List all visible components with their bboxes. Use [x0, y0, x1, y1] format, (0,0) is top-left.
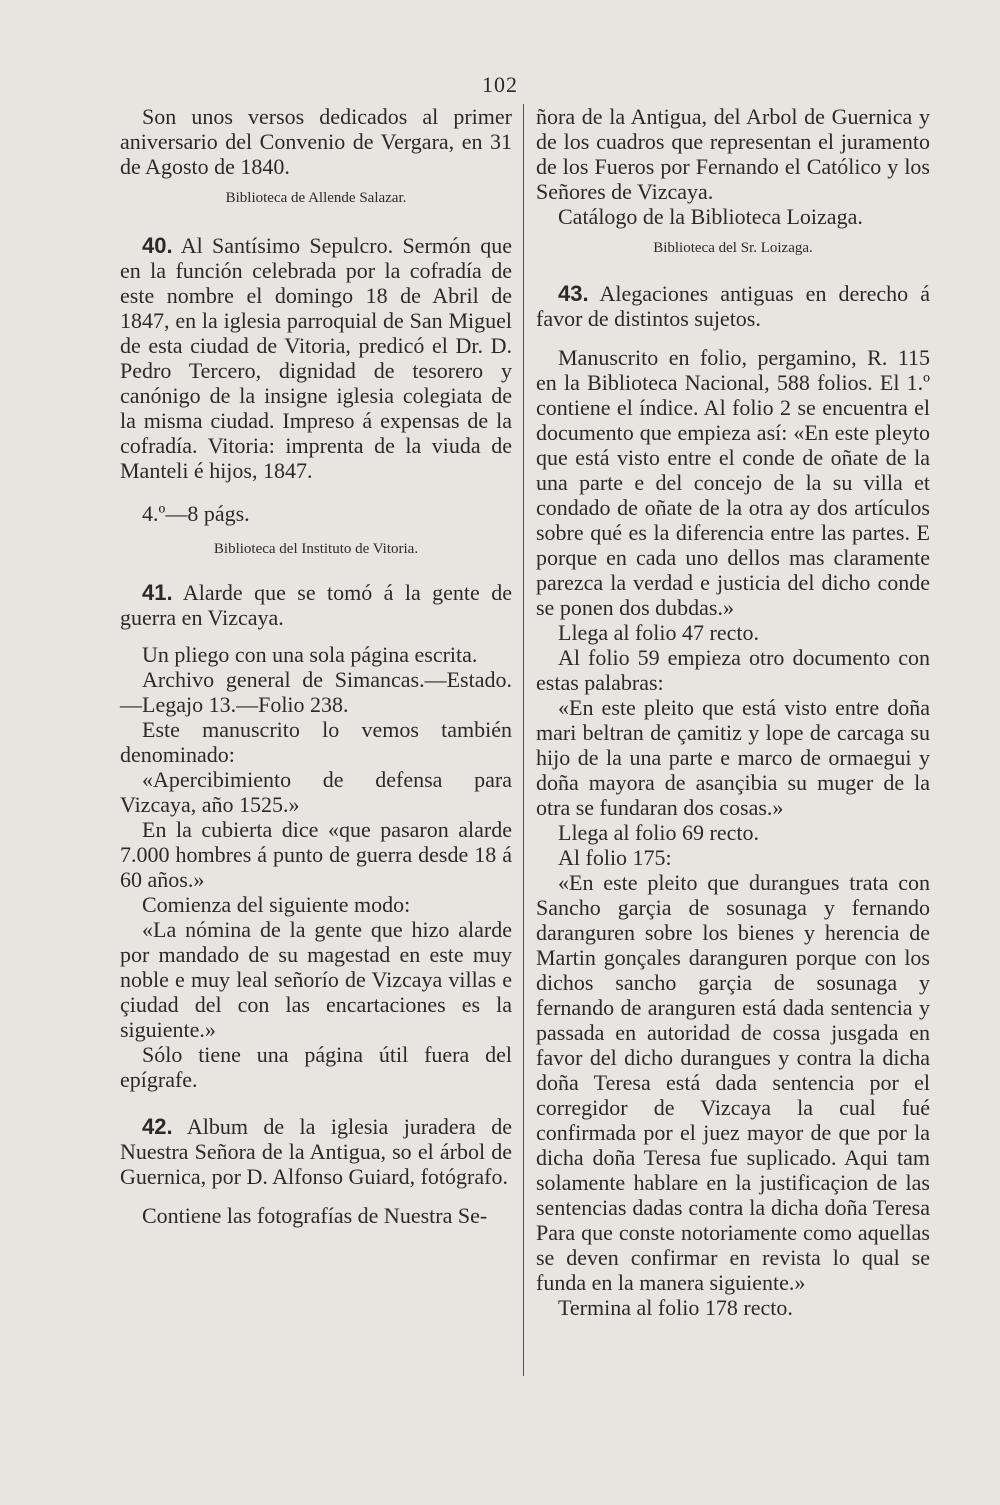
format-note: 4.º—8 págs. — [142, 501, 250, 526]
column-divider — [523, 104, 524, 1376]
paragraph: ñora de la Antigua, del Arbol de Guernica y de los cuadros que representan el juramento de los Fueros por Fernando el Católico y los Señores de Vizcaya. — [536, 104, 930, 204]
paragraph: Llega al folio 69 recto. — [558, 820, 759, 845]
library-note: Biblioteca del Instituto de Vitoria. — [213, 541, 419, 557]
entry-42 — [120, 1114, 512, 1189]
paragraph: «La nómina de la gente que hizo alarde por mandado de su magestad en este muy noble e muy leal señorío de Vizcaya villas e çiudad del con las encartaciones es la siguiente.» — [120, 917, 512, 1042]
paragraph: «Apercibimiento de defensa para Vizcaya, año 1525.» — [120, 767, 512, 817]
entry-title: Album de la iglesia juradera de Nuestra Señora de la Antigua, so el árbol de Guernica, por D. Alfonso Guiard, fotógrafo. — [120, 1114, 512, 1189]
paragraph: Son unos versos dedicados al primer aniversario del Convenio de Vergara, en 31 de Agosto de 1840. — [120, 104, 512, 179]
right-column — [536, 104, 930, 1320]
paragraph: Catálogo de la Biblioteca Loizaga. — [558, 204, 863, 229]
entry-title: Alegaciones antiguas en derecho á favor de distintos sujetos. — [536, 281, 930, 331]
entry-number: 43. — [558, 281, 589, 306]
paragraph: Archivo general de Simancas.—Estado. —Legajo 13.—Folio 238. — [120, 667, 512, 717]
paragraph: Este manuscrito lo vemos también denominado: — [120, 717, 512, 767]
entry-40 — [120, 233, 512, 483]
paragraph: Termina al folio 178 recto. — [558, 1295, 793, 1320]
entry-title: Alarde que se tomó á la gente de guerra en Vizcaya. — [120, 580, 512, 630]
entry-number: 42. — [142, 1114, 173, 1139]
paragraph: Contiene las fotografías de Nuestra Se- — [142, 1203, 488, 1228]
paragraph: «En este pleito que durangues trata con Sancho garçia de sosunaga y fernando daranguren sobre los bienes y herencia de Martin gonçales daranguren porque con los dichos sancho garçia de sosunaga y fernando de aranguren está dada sentencia y passada en autoridad de cossa jusgada en favor del dicho durangues y contra la dicha doña Teresa está dada sentencia por el corregidor de Vizcaya la cual fué confirmada por el juez mayor de que por la dicha doña Teresa fue suplicado. Aqui tam solamente hablare en la justificaçion de las sentencias dadas contra la dicha doña Teresa Para que conste notoriamente como aquellas se deven confirmar en revista lo qual se funda en la manera siguiente.» — [536, 870, 930, 1295]
paragraph: Comienza del siguiente modo: — [142, 892, 411, 917]
page-number: 102 — [482, 72, 518, 97]
library-note: Biblioteca de Allende Salazar. — [225, 190, 407, 206]
entry-43 — [536, 281, 930, 331]
paragraph: Al folio 175: — [558, 845, 672, 870]
left-column — [120, 104, 512, 1228]
entry-41 — [120, 580, 512, 630]
paragraph: Llega al folio 47 recto. — [558, 620, 759, 645]
paragraph: «En este pleito que está visto entre doña mari beltran de çamitiz y lope de carcaga su hijo de la una parte e marco de ormaegui y doña mayora de asançibia su muger de la otra se fundaran dos cosas.» — [536, 695, 930, 820]
paragraph: Manuscrito en folio, pergamino, R. 115 en la Biblioteca Nacional, 588 folios. El 1.º contiene el índice. Al folio 2 se encuentra el documento que empieza así: «En este pleyto que está visto entre el conde de oñate de la una parte e del concejo de la su villa et condado de oñate de la otra ay dos artículos sobre qué es la diferencia entre las partes. E porque en cada uno dellos mas claramente parezca la verdad e justicia del dicho conde se ponen dos dubdas.» — [536, 345, 930, 620]
paragraph: Un pliego con una sola página escrita. — [142, 642, 478, 667]
entry-number: 41. — [142, 580, 173, 605]
paragraph: En la cubierta dice «que pasaron alarde 7.000 hombres á punto de guerra desde 18 á 60 años.» — [120, 817, 512, 892]
paragraph: Al folio 59 empieza otro documento con estas palabras: — [536, 645, 930, 695]
entry-title: Al Santísimo Sepulcro. Sermón que en la función celebrada por la cofradía de este nombre el domingo 18 de Abril de 1847, en la iglesia parroquial de San Miguel de esta ciudad de Vitoria, predicó el Dr. D. Pedro Tercero, dignidad de tesorero y canónigo de la insigne iglesia colegiata de la misma ciudad. Impreso á expensas de la cofradía. Vitoria: imprenta de la viuda de Manteli é hijos, 1847. — [120, 233, 512, 483]
paragraph: Sólo tiene una página útil fuera del epígrafe. — [120, 1042, 512, 1092]
library-note: Biblioteca del Sr. Loizaga. — [653, 240, 813, 256]
entry-number: 40. — [142, 233, 173, 258]
